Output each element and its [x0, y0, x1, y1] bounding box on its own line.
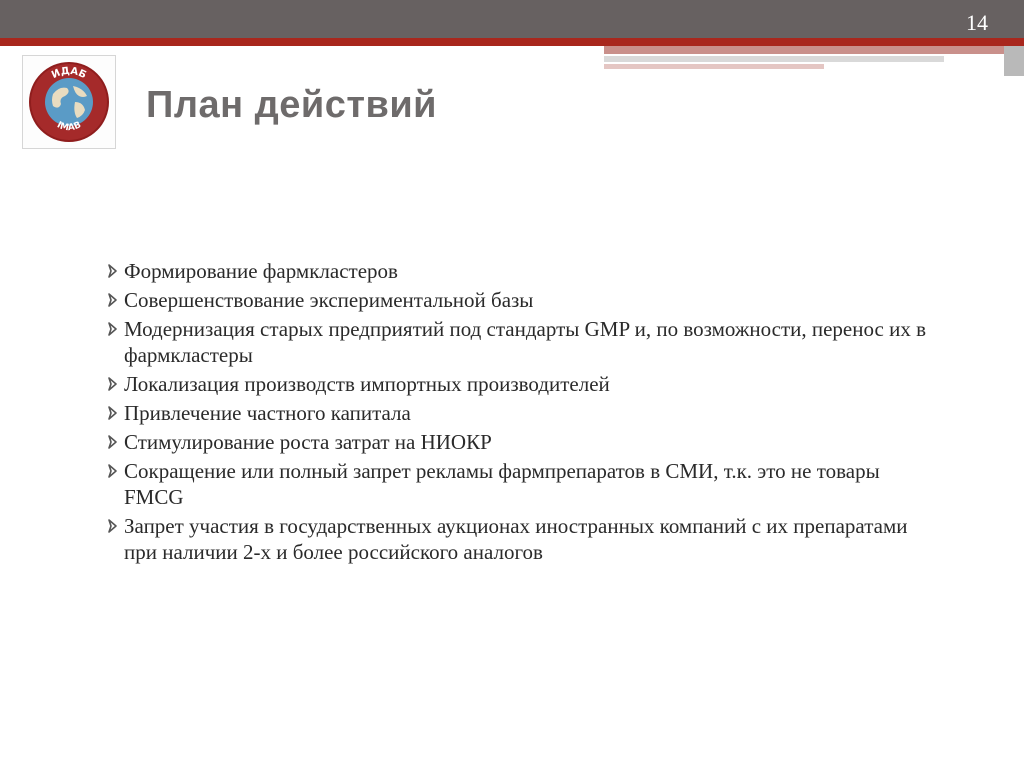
arrow-bullet-icon [104, 376, 120, 392]
arrow-bullet-icon [104, 463, 120, 479]
bullet-list [104, 258, 944, 568]
arrow-bullet-icon [104, 263, 120, 279]
list-item [104, 371, 944, 397]
arrow-bullet-icon [104, 292, 120, 308]
accent-stripe [0, 38, 1024, 46]
arrow-bullet-icon [104, 518, 120, 534]
logo-bottom-text: IMAB [55, 120, 83, 134]
bullet-text: Сокращение или полный запрет рекламы фармпрепаратов в СМИ, т.к. это не товары FMCG [124, 459, 880, 509]
bullet-text: Совершенствование экспериментальной базы [124, 288, 534, 312]
decorative-stripes [604, 46, 1024, 76]
bullet-text: Формирование фармкластеров [124, 259, 398, 283]
list-item [104, 429, 944, 455]
list-item [104, 316, 944, 368]
top-bar [0, 0, 1024, 38]
list-item [104, 458, 944, 510]
page-title: План действий [146, 84, 438, 126]
list-item [104, 258, 944, 284]
bullet-text: Локализация производств импортных производителей [124, 372, 610, 396]
list-item [104, 400, 944, 426]
slide-number: 14 [966, 10, 988, 35]
bullet-text: Запрет участия в государственных аукционах иностранных компаний с их препаратами при наличии 2-х и более российского аналогов [124, 514, 908, 564]
list-item [104, 513, 944, 565]
arrow-bullet-icon [104, 434, 120, 450]
bullet-text: Модернизация старых предприятий под стандарты GMP и, по возможности, перенос их в фармкластеры [124, 317, 926, 367]
logo-top-text: ИДАБ [50, 65, 88, 82]
bullet-text: Привлечение частного капитала [124, 401, 411, 425]
logo [22, 55, 116, 149]
list-item [104, 287, 944, 313]
arrow-bullet-icon [104, 405, 120, 421]
bullet-text: Стимулирование роста затрат на НИОКР [124, 430, 492, 454]
arrow-bullet-icon [104, 321, 120, 337]
globe-logo-icon [23, 56, 115, 148]
